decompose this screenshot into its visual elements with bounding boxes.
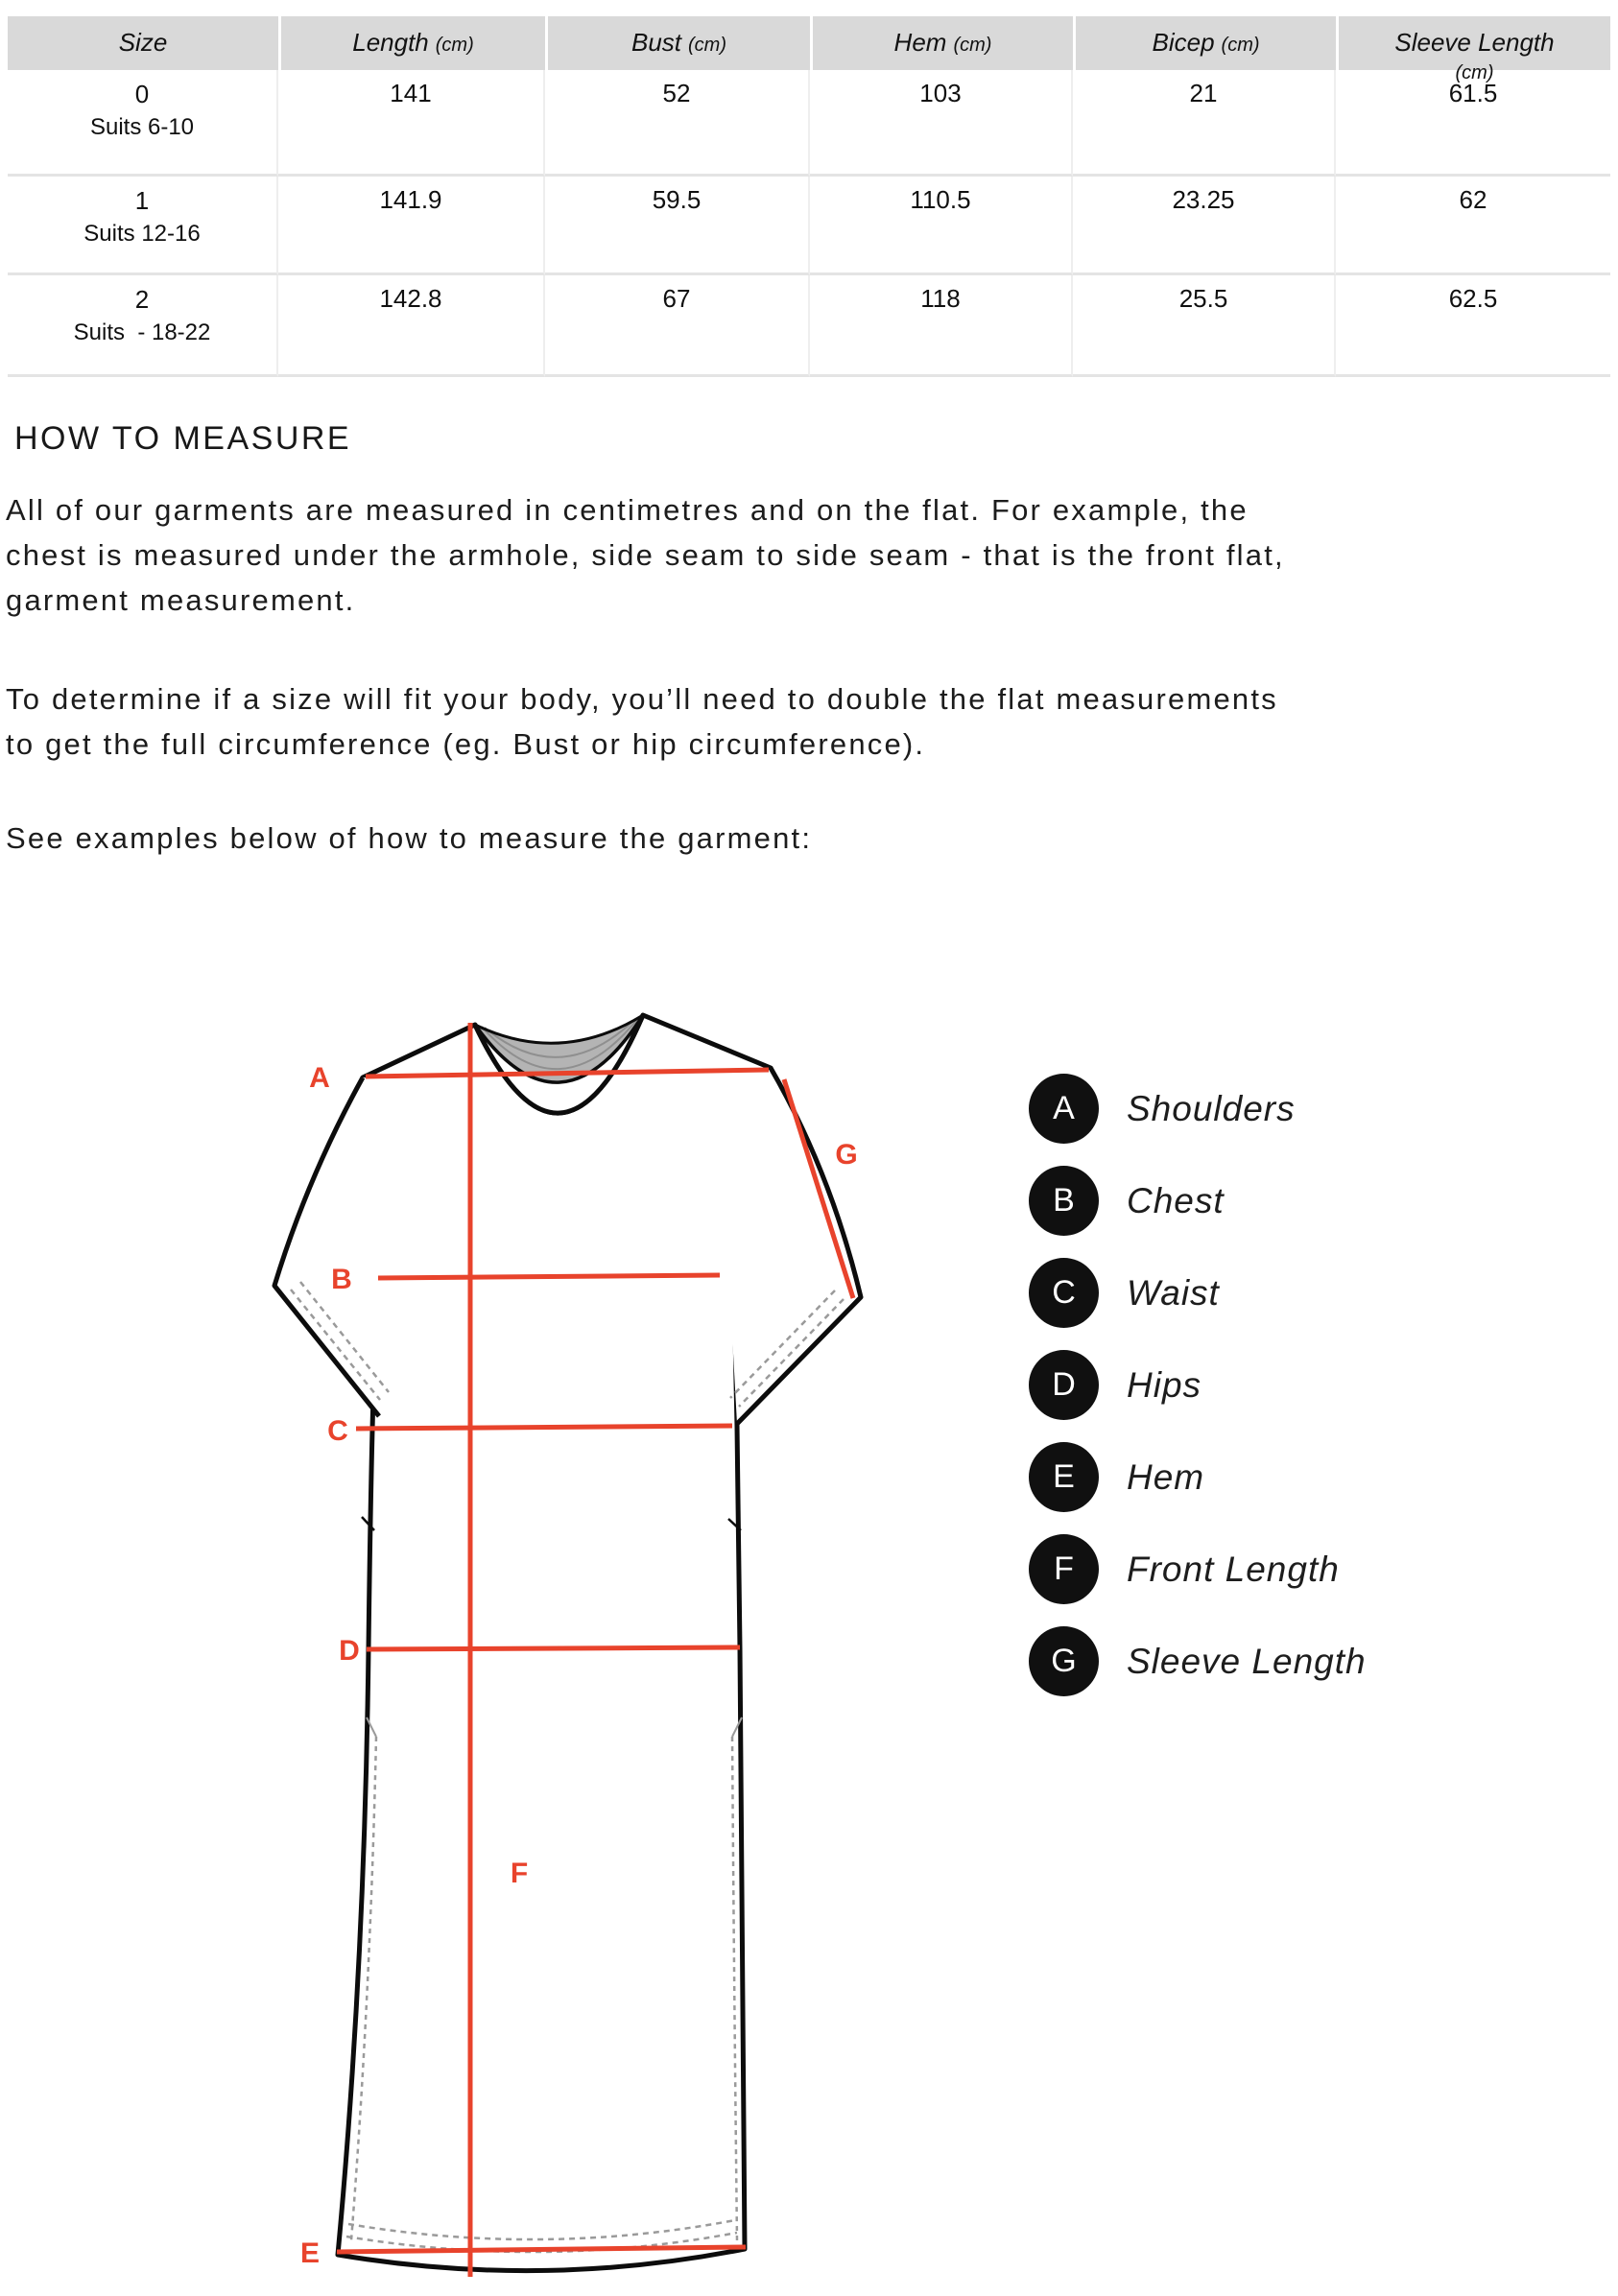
- legend-label: Waist: [1127, 1272, 1220, 1313]
- text-line: to get the full circumference (eg. Bust or hip circumference).: [6, 727, 926, 761]
- right-sleeve: [727, 1068, 861, 1424]
- cell-bicep: 25.5: [1073, 275, 1336, 377]
- col-header-bicep: Bicep (cm): [1073, 16, 1336, 70]
- legend-letter-badge: A: [1029, 1074, 1099, 1144]
- cell-bust: 67: [545, 275, 810, 377]
- size-number: 1: [134, 186, 150, 215]
- legend-item-front-length: [1029, 1534, 1367, 1604]
- legend-label: Hem: [1127, 1456, 1205, 1497]
- col-header-size: Size: [8, 16, 278, 70]
- cell-sleeve-length: 62: [1336, 177, 1610, 275]
- measurement-legend: [1029, 1074, 1367, 1718]
- garment-measurement-diagram: [240, 979, 912, 2296]
- paragraph-double-measurements: [6, 676, 1285, 767]
- legend-letter-badge: C: [1029, 1258, 1099, 1328]
- cell-bicep: 21: [1073, 70, 1336, 177]
- chest-line-B: [378, 1275, 720, 1278]
- legend-label: Sleeve Length: [1127, 1641, 1367, 1681]
- legend-letter-badge: B: [1029, 1166, 1099, 1236]
- how-to-measure-copy: [6, 487, 1285, 861]
- text-line: To determine if a size will fit your body, you’ll need to double the flat measurements: [6, 682, 1278, 716]
- size-table: [8, 16, 1610, 377]
- legend-item-shoulders: [1029, 1074, 1367, 1144]
- legend-label: Chest: [1127, 1180, 1225, 1220]
- legend-letter-badge: D: [1029, 1350, 1099, 1420]
- cell-size: [8, 70, 278, 177]
- size-suits: Suits - 18-22: [73, 320, 211, 345]
- text-line: See examples below of how to measure the garment:: [6, 821, 813, 855]
- cell-hem: 103: [810, 70, 1073, 177]
- legend-label: Hips: [1127, 1364, 1202, 1405]
- legend-item-chest: [1029, 1166, 1367, 1236]
- col-header-hem: Hem (cm): [810, 16, 1073, 70]
- text-line: garment measurement.: [6, 583, 356, 617]
- size-number: 2: [134, 285, 150, 314]
- paragraph-see-examples: [6, 816, 1285, 861]
- label-B: B: [331, 1264, 352, 1295]
- table-row-size-0: [8, 70, 1610, 177]
- legend-letter-badge: E: [1029, 1442, 1099, 1512]
- legend-item-waist: [1029, 1258, 1367, 1328]
- label-D: D: [339, 1635, 360, 1667]
- cell-length: 141: [278, 70, 545, 177]
- label-F: F: [510, 1858, 529, 1889]
- text-line: All of our garments are measured in centimetres and on the flat. For example, the: [6, 493, 1249, 527]
- size-suits: Suits 12-16: [83, 221, 201, 247]
- size-suits: Suits 6-10: [89, 114, 195, 140]
- how-to-measure-heading: HOW TO MEASURE: [14, 420, 352, 457]
- text-line: chest is measured under the armhole, side seam to side seam - that is the front flat,: [6, 538, 1285, 572]
- hips-line-D: [367, 1647, 740, 1649]
- cell-size: [8, 275, 278, 377]
- col-header-length: Length (cm): [278, 16, 545, 70]
- table-row-size-2: [8, 275, 1610, 377]
- cell-hem: 110.5: [810, 177, 1073, 275]
- label-G: G: [835, 1139, 858, 1171]
- cell-sleeve-length: 61.5: [1336, 70, 1610, 177]
- paragraph-measured-flat: [6, 487, 1285, 623]
- legend-label: Shoulders: [1127, 1088, 1296, 1128]
- label-A: A: [309, 1062, 330, 1094]
- waist-line-C: [356, 1426, 732, 1429]
- label-C: C: [327, 1415, 348, 1447]
- cell-bust: 52: [545, 70, 810, 177]
- legend-label: Front Length: [1127, 1549, 1340, 1589]
- legend-item-sleeve-length: [1029, 1626, 1367, 1696]
- cell-sleeve-length: 62.5: [1336, 275, 1610, 377]
- col-header-bust: Bust (cm): [545, 16, 810, 70]
- size-table-header: [8, 16, 1610, 83]
- cell-length: 142.8: [278, 275, 545, 377]
- size-table-section: [8, 16, 1610, 377]
- legend-item-hem: [1029, 1442, 1367, 1512]
- legend-letter-badge: F: [1029, 1534, 1099, 1604]
- cell-size: [8, 177, 278, 275]
- cell-bust: 59.5: [545, 177, 810, 275]
- cell-bicep: 23.25: [1073, 177, 1336, 275]
- label-E: E: [299, 2237, 321, 2269]
- cell-length: 141.9: [278, 177, 545, 275]
- table-row-size-1: [8, 177, 1610, 275]
- legend-letter-badge: G: [1029, 1626, 1099, 1696]
- col-header-sleeve-length: Sleeve Length (cm): [1336, 16, 1610, 70]
- cell-hem: 118: [810, 275, 1073, 377]
- legend-item-hips: [1029, 1350, 1367, 1420]
- size-number: 0: [134, 80, 150, 108]
